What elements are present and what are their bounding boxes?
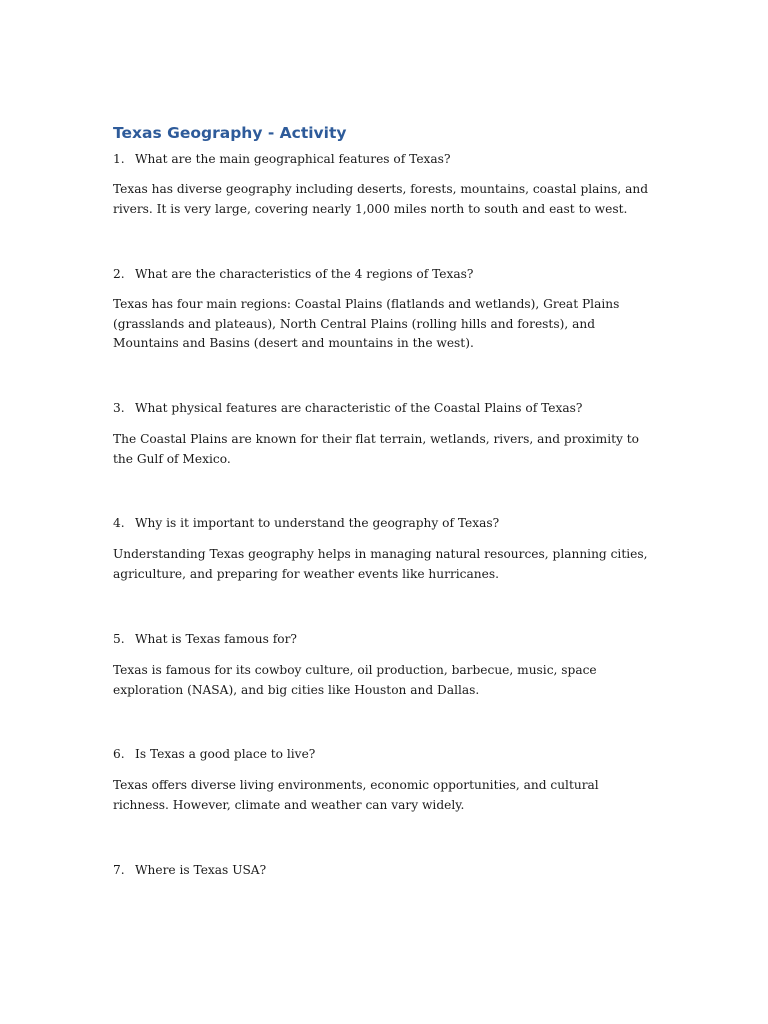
question-number: 5. (113, 632, 125, 646)
question-1 (113, 150, 450, 168)
answer-2: Texas has four main regions: Coastal Plains (flatlands and wetlands), Great Plains (grasslands and plateaus), North Central Plains (rolling hills and forests), and Mountains and Basins (desert and mountains in the west). (113, 297, 620, 351)
question-7 (113, 861, 266, 879)
question-6 (113, 745, 315, 763)
answer-3: The Coastal Plains are known for their flat terrain, wetlands, rivers, and proximity to the Gulf of Mexico. (113, 432, 640, 466)
question-text: Is Texas a good place to live? (135, 747, 316, 761)
question-5 (113, 630, 297, 648)
answer-5: Texas is famous for its cowboy culture, oil production, barbecue, music, space exploration (NASA), and big cities like Houston and Dallas. (113, 663, 597, 697)
question-text: What is Texas famous for? (135, 632, 297, 646)
question-text: What physical features are characteristic of the Coastal Plains of Texas? (135, 401, 583, 415)
answer-4: Understanding Texas geography helps in managing natural resources, planning cities, agriculture, and preparing for weather events like hurricanes. (113, 547, 648, 581)
question-number: 2. (113, 267, 125, 281)
question-number: 3. (113, 401, 125, 415)
question-text: Where is Texas USA? (135, 863, 267, 877)
page-title: Texas Geography - Activity (113, 124, 347, 142)
question-number: 4. (113, 516, 125, 530)
question-4 (113, 514, 499, 532)
question-number: 1. (113, 152, 125, 166)
question-3 (113, 399, 582, 417)
question-number: 6. (113, 747, 125, 761)
question-2 (113, 265, 473, 283)
answer-6: Texas offers diverse living environments, economic opportunities, and cultural richness. However, climate and weather can vary widely. (113, 778, 599, 812)
question-number: 7. (113, 863, 125, 877)
question-text: Why is it important to understand the geography of Texas? (135, 516, 500, 530)
answer-1: Texas has diverse geography including deserts, forests, mountains, coastal plains, and rivers. It is very large, covering nearly 1,000 miles north to south and east to west. (113, 182, 649, 216)
question-text: What are the main geographical features of Texas? (135, 152, 451, 166)
question-text: What are the characteristics of the 4 regions of Texas? (135, 267, 474, 281)
